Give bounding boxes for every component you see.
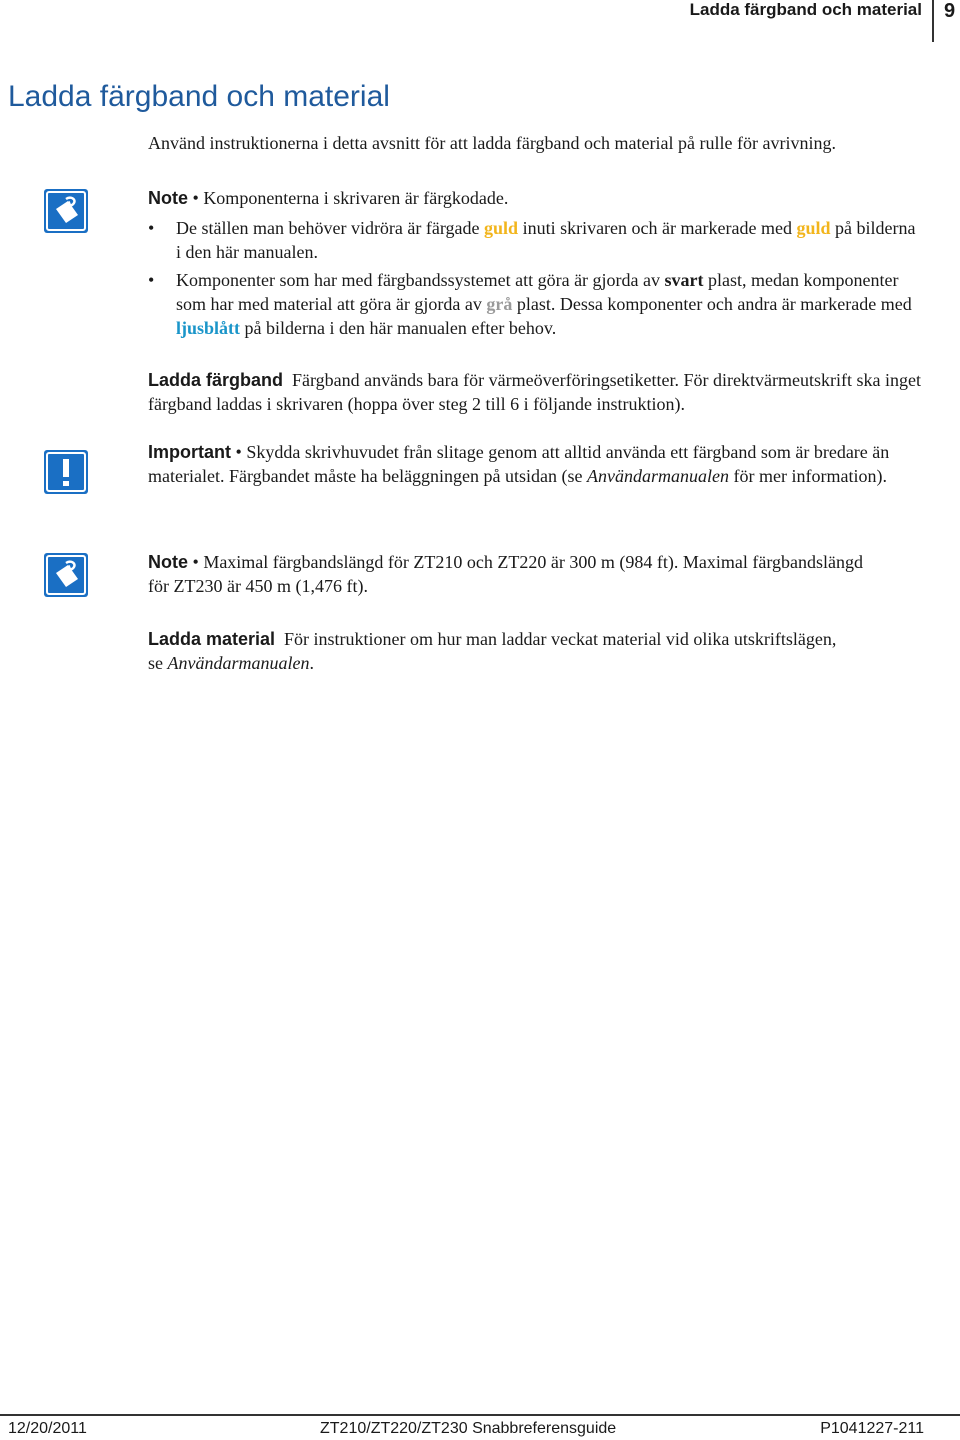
footer-guide-title: ZT210/ZT220/ZT230 Snabbreferensguide (320, 1420, 617, 1437)
bullet-2-gray-word: grå (486, 294, 513, 314)
load-media-end: . (309, 653, 314, 673)
bullet-1-gold-word-b: guld (796, 218, 831, 238)
important-icon (44, 450, 88, 494)
note-1-label: Note (148, 188, 188, 208)
note-1-bullet-2 (176, 268, 916, 340)
header-section-title: Ladda färgband och material (689, 0, 922, 19)
load-media-text: För instruktioner om hur man laddar veckat material vid olika utskriftslägen, se (148, 629, 837, 673)
important-text-end: för mer information). (729, 466, 887, 486)
note-2-separator: • (188, 552, 204, 572)
footer-date: 12/20/2011 (8, 1420, 87, 1437)
header-divider (932, 0, 934, 42)
footer-part-number: P1041227-211 (820, 1420, 924, 1437)
note-2-paragraph (148, 550, 868, 598)
bullet-2-bold-word: svart (664, 270, 704, 290)
bullet-marker: • (148, 270, 155, 290)
bullet-1-text-b: inuti skrivaren och är markerade med (518, 218, 797, 238)
note-1-heading (148, 186, 938, 210)
important-paragraph (148, 440, 938, 488)
important-label: Important (148, 442, 231, 462)
load-ribbon-text: Färgband används bara för värmeöverföringsetiketter. För direktvärmeutskrift ska inget färgband laddas i skrivaren (hoppa över steg 2 till 6 i följande instruktion). (148, 370, 921, 414)
bullet-2-text-b: plast, medan komponenter som har med material att göra är gjorda av (176, 270, 899, 314)
load-media-paragraph (148, 627, 848, 675)
note-1-separator: • (188, 188, 204, 208)
bullet-2-blue-word: ljusblått (176, 318, 241, 338)
load-ribbon-label: Ladda färgband (148, 370, 284, 390)
note-1-text: Komponenterna i skrivaren är färgkodade. (203, 188, 509, 208)
footer-divider (0, 1414, 960, 1416)
note-2-label: Note (148, 552, 188, 572)
note-icon (44, 553, 88, 597)
bullet-1-text-c: på bilderna i den här manualen. (176, 218, 916, 262)
page-title: Ladda färgband och material (8, 80, 390, 113)
load-media-label: Ladda material (148, 629, 276, 649)
note-2-text: Maximal färgbandslängd för ZT210 och ZT220 är 300 m (984 ft). Maximal färgbandslängd för ZT230 är 450 m (1,476 ft). (148, 552, 863, 596)
bullet-1-text-a: De ställen man behöver vidröra är färgade (176, 218, 485, 238)
bullet-2-text-c: plast. Dessa komponenter och andra är markerade med (512, 294, 912, 314)
important-text: Skydda skrivhuvudet från slitage genom att alltid använda ett färgband som är bredare än materialet. Färgbandet måste ha beläggningen på utsidan (se (148, 442, 890, 486)
load-media-reference: Användarmanualen (167, 653, 310, 673)
note-1-bullet-1 (176, 216, 916, 264)
bullet-2-text-a: Komponenter som har med färgbandssystemet att göra är gjorda av (176, 270, 665, 290)
load-ribbon-paragraph (148, 368, 938, 416)
important-separator: • (231, 442, 247, 462)
bullet-1-gold-word-a: guld (484, 218, 519, 238)
intro-paragraph: Använd instruktionerna i detta avsnitt för att ladda färgband och material på rulle för avrivning. (148, 133, 836, 153)
important-reference: Användarmanualen (587, 466, 730, 486)
page-number: 9 (944, 0, 956, 22)
note-icon (44, 189, 88, 233)
bullet-2-text-d: på bilderna i den här manualen efter behov. (240, 318, 557, 338)
bullet-marker: • (148, 218, 155, 238)
